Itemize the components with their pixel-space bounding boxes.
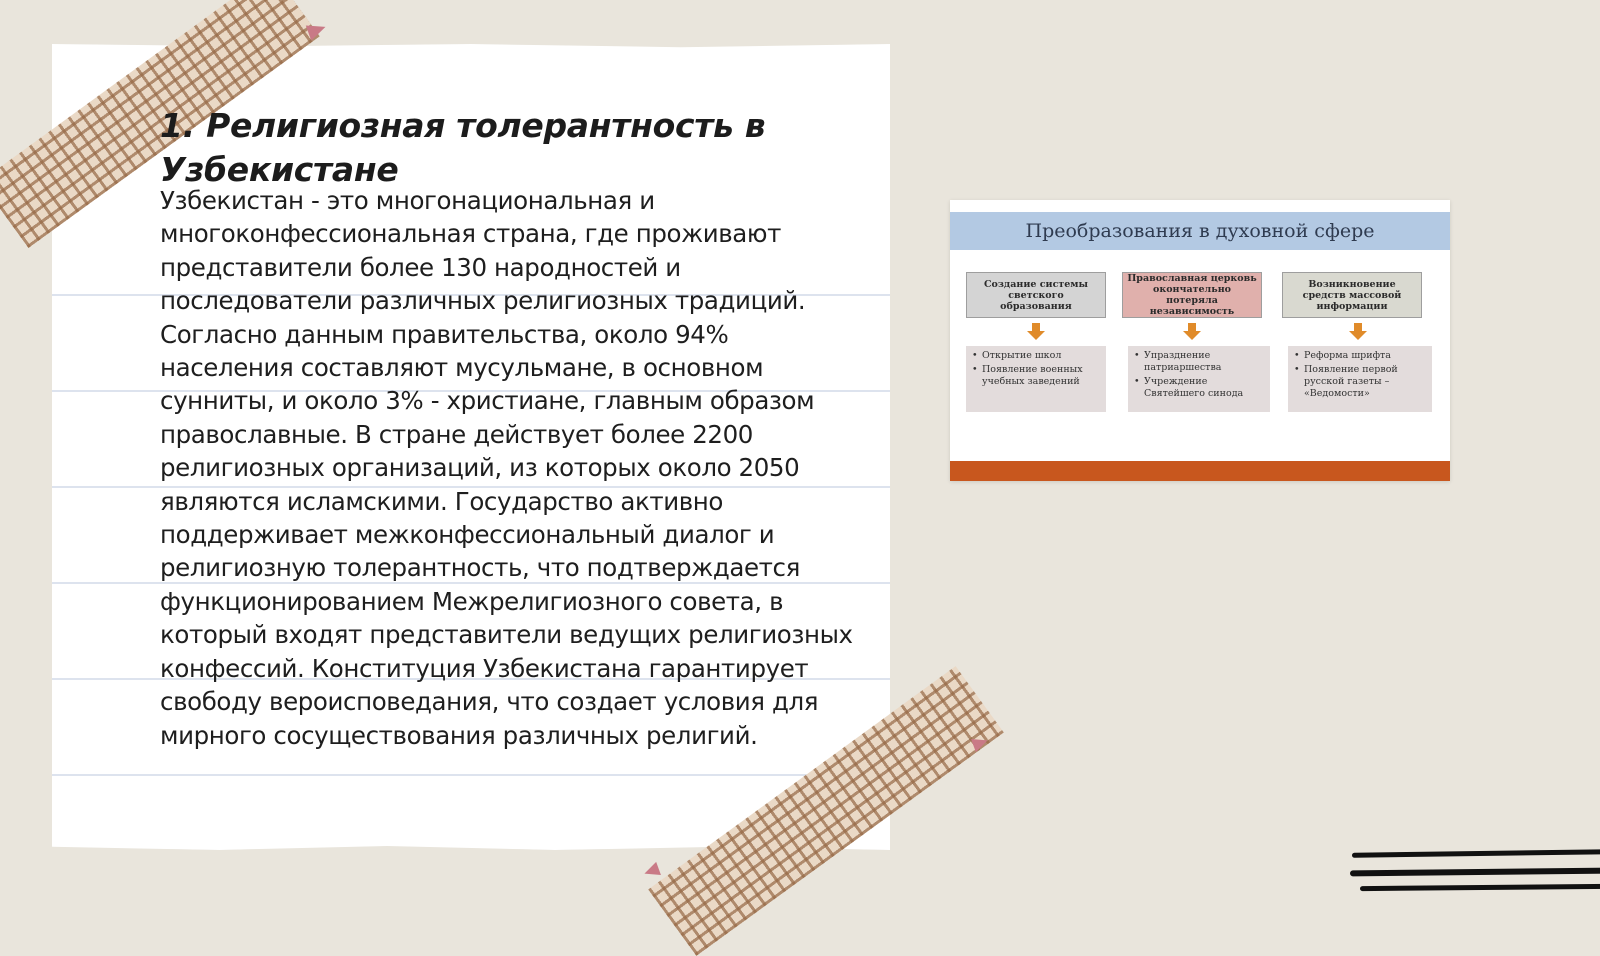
embedded-diagram-image <box>950 200 1450 481</box>
diagram-column-heading: Православная церковь окончательно потеряла независимость <box>1122 272 1262 318</box>
diagram-title: Преобразования в духовной сфере <box>950 212 1450 250</box>
diagram-footer-bar <box>950 461 1450 481</box>
decorative-brush-stroke <box>1360 884 1600 891</box>
paper-rule-line <box>52 774 890 776</box>
diagram-column-list <box>966 346 1106 412</box>
diagram-column-heading: Создание системы светского образования <box>966 272 1106 318</box>
list-item: • Упразднение патриаршества <box>1134 350 1264 374</box>
list-item: • Реформа шрифта <box>1294 350 1426 362</box>
body-paragraph: Узбекистан - это многонациональная и многоконфессиональная страна, где проживают представители более 130 народностей и последователи различных религиозных традиций. Согласно данным правительства, около 94% населения составляют мусульмане, в основном сунниты, и около 3% - христиане, главным образом православные. В стране действует более 2200 религиозных организаций, из которых около 2050 являются исламскими. Государство активно поддерживает межконфессиональный диалог и религиозную толерантность, что подтверждается функционированием Межрелигиозного совета, в который входят представители ведущих религиозных конфессий. Конституция Узбекистана гарантирует свободу вероисповедания, что создает условия для мирного сосуществования различных религий. <box>160 186 853 750</box>
diagram-column-list <box>1128 346 1270 412</box>
list-item: • Появление военных учебных заведений <box>972 364 1100 388</box>
decorative-brush-stroke <box>1352 849 1600 858</box>
tape-tip-icon <box>642 862 661 880</box>
decorative-brush-stroke <box>1350 868 1600 877</box>
list-item: • Появление первой русской газеты – «Ведомости» <box>1294 364 1426 400</box>
diagram-column-list <box>1288 346 1432 412</box>
list-item: • Открытие школ <box>972 350 1100 362</box>
list-item: • Учреждение Святейшего синода <box>1134 376 1264 400</box>
slide-title: 1. Религиозная толерантность в Узбекистане <box>160 106 766 189</box>
diagram-column-heading: Возникновение средств массовой информации <box>1282 272 1422 318</box>
